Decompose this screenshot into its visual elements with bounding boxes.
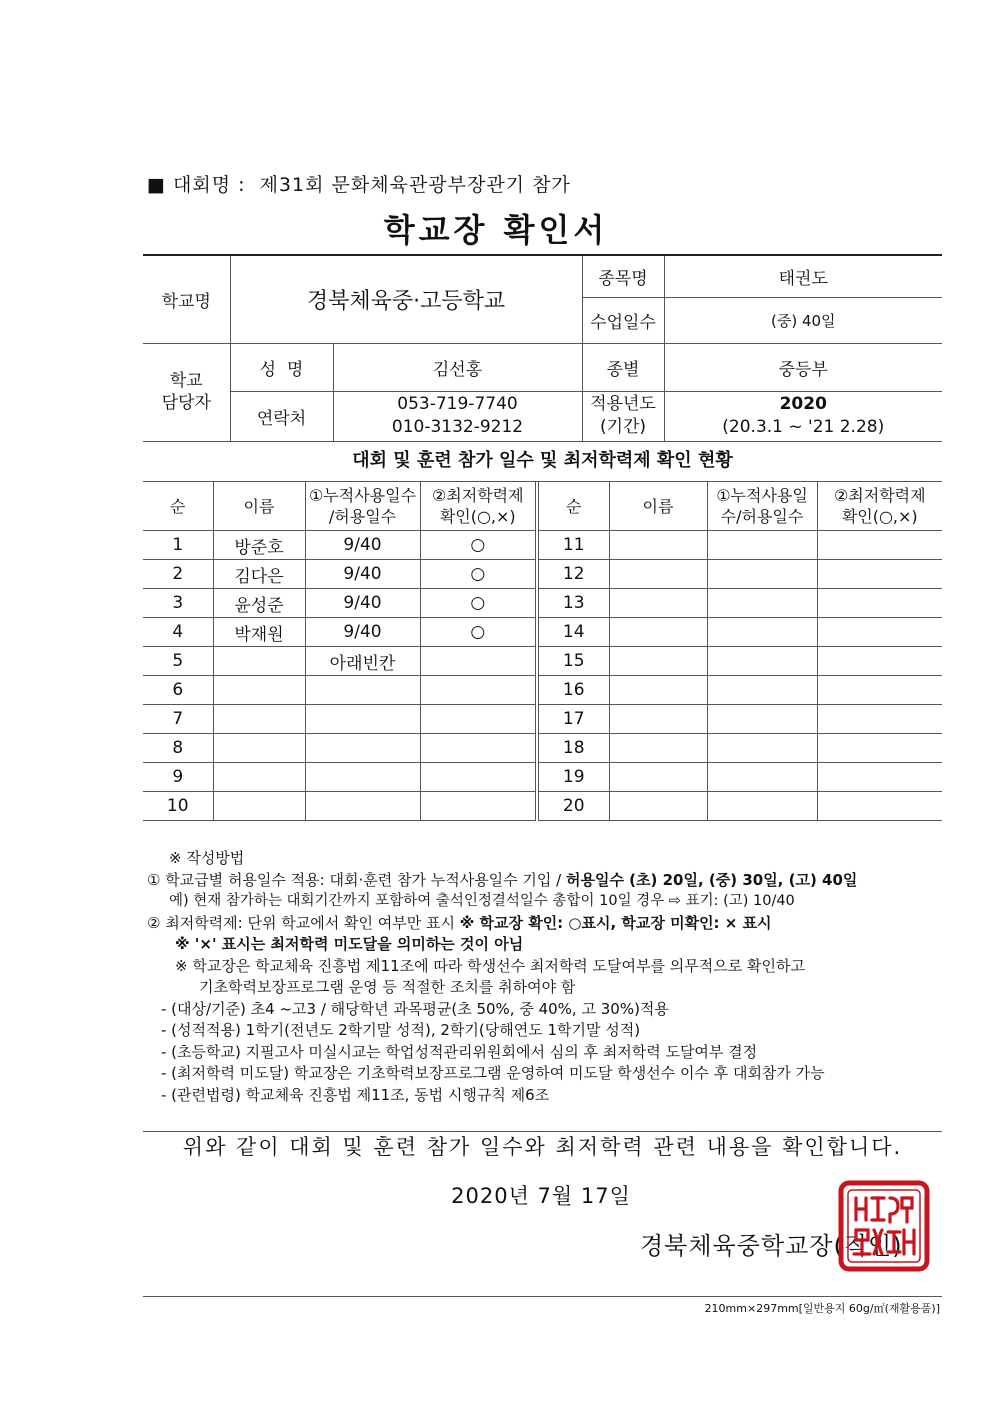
period-value: (20.3.1 ~ '21 2.28) [722,417,885,437]
school-label: 학교명 [143,255,230,343]
year-label [582,391,664,441]
row-days-2 [707,589,817,618]
row-days: 9/40 [305,560,420,589]
header-no: 순 [143,482,213,531]
row-days [305,705,420,734]
note-1-text: ① 학교급별 허용일수 적용: 대회·훈련 참가 누적사용일수 기입 / [147,870,566,889]
row-name: 김다은 [213,560,305,589]
table-row [143,705,942,734]
row-days-2 [707,647,817,676]
row-check [420,792,537,821]
row-no: 3 [143,589,213,618]
table-row [143,676,942,705]
table-row [143,560,942,589]
row-check-2 [817,647,942,676]
row-check-2 [817,560,942,589]
official-seal-icon [838,1180,930,1272]
row-days: 9/40 [305,531,420,560]
row-no: 5 [143,647,213,676]
note-2-bold: ※ 학교장 확인: ○표시, 학교장 미확인: × 표시 [459,913,772,932]
row-days-2 [707,560,817,589]
row-name [213,763,305,792]
row-days: 9/40 [305,618,420,647]
header-name-2: 이름 [609,482,707,531]
note-4: ※ 학교장은 학교체육 진흥법 제11조에 따라 학생선수 최저학력 도달여부를 의무적으로 확인하고 [175,956,805,975]
row-check-2 [817,618,942,647]
row-name-2 [609,589,707,618]
writing-instructions [147,848,947,1106]
row-no-2: 19 [537,763,609,792]
row-no-2: 11 [537,531,609,560]
note-6: - (대상/기준) 초4 ~고3 / 해당학년 과목평균(초 50%, 중 40%, 고 30%)적용 [161,999,669,1018]
row-no-2: 13 [537,589,609,618]
contest-name: ■ 대회명 : 제31회 문화체육관광부장관기 참가 [147,174,571,196]
manager-label: 학교 담당자 [143,343,230,441]
contact-label: 연락처 [230,391,333,441]
row-check: ○ [420,589,537,618]
row-days: 아래빈칸 [305,647,420,676]
paper-spec: 210mm×297mm[일반용지 60g/㎡(재활용품)] [704,1302,940,1315]
confirmation-statement: 위와 같이 대회 및 훈련 참가 일수와 최저학력 관련 내용을 확인합니다. [143,1131,942,1166]
note-2 [147,913,947,935]
row-check [420,647,537,676]
year-value-cell [664,391,942,441]
row-name [213,647,305,676]
row-no: 1 [143,531,213,560]
row-no-2: 12 [537,560,609,589]
note-3: ※ '×' 표시는 최저학력 미도달을 의미하는 것이 아님 [175,935,524,953]
table-row [143,763,942,792]
bottom-divider [143,1296,942,1297]
issue-date: 2020년 7월 17일 [451,1184,631,1208]
table-row [143,792,942,821]
header-name: 이름 [213,482,305,531]
row-no-2: 16 [537,676,609,705]
row-days-2 [707,676,817,705]
row-no: 6 [143,676,213,705]
row-name-2 [609,618,707,647]
row-no-2: 20 [537,792,609,821]
row-name: 윤성준 [213,589,305,618]
row-no: 7 [143,705,213,734]
row-check: ○ [420,531,537,560]
section-title: 대회 및 훈련 참가 일수 및 최저학력제 확인 현황 [143,441,942,482]
header-days-2: ①누적사용일 수/허용일수 [707,482,817,531]
row-no-2: 17 [537,705,609,734]
row-days [305,792,420,821]
row-days-2 [707,763,817,792]
event-value: 태권도 [664,255,942,297]
document-title: 학교장 확인서 [383,211,609,249]
row-check-2 [817,705,942,734]
row-name-2 [609,792,707,821]
header-days: ①누적사용일수 /허용일수 [305,482,420,531]
row-no-2: 14 [537,618,609,647]
row-check-2 [817,531,942,560]
name-value: 김선홍 [333,343,582,391]
row-check: ○ [420,618,537,647]
name-label: 성 명 [230,343,333,391]
row-name-2 [609,560,707,589]
row-name-2 [609,647,707,676]
row-no-2: 18 [537,734,609,763]
notes-heading: ※ 작성방법 [169,849,245,867]
table-row [143,531,942,560]
note-1-example: 예) 현재 참가하는 대회기간까지 포함하여 출석인정결석일수 총합이 10일 경우 ⇨ 표기: (고) 10/40 [169,893,795,909]
note-9: - (최저학력 미도달) 학교장은 기초학력보장프로그램 운영하여 미도달 학생선수 이수 후 대회참가 가능 [161,1064,825,1082]
row-name [213,734,305,763]
row-days [305,734,420,763]
table-row [143,734,942,763]
note-2-text: ② 최저학력제: 단위 학교에서 확인 여부만 표시 [147,913,460,932]
row-check: ○ [420,560,537,589]
days-value: (중) 40일 [664,297,942,343]
row-days [305,676,420,705]
row-check-2 [817,792,942,821]
note-10: - (관련법령) 학교체육 진흥법 제11조, 동법 시행규칙 제6조 [161,1085,550,1104]
row-days-2 [707,618,817,647]
year-label-sub: (기간) [599,417,647,437]
row-name-2 [609,676,707,705]
row-name [213,676,305,705]
note-7: - (성적적용) 1학기(전년도 2학기말 성적), 2학기(당해연도 1학기말 성적) [161,1021,641,1039]
contact-phones [333,391,582,441]
year-value: 2020 [779,394,827,414]
phone-office: 053-719-7740 [397,394,518,414]
row-days-2 [707,734,817,763]
days-label: 수업일수 [582,297,664,343]
header-check: ②최저학력제 확인(○,×) [420,482,537,531]
info-table [143,254,942,442]
row-check-2 [817,589,942,618]
note-1-bold: 허용일수 (초) 20일, (중) 30일, (고) 40일 [566,870,858,889]
school-name: 경북체육중·고등학교 [230,255,582,343]
row-check-2 [817,734,942,763]
row-no-2: 15 [537,647,609,676]
row-check-2 [817,676,942,705]
participation-table [143,481,942,821]
row-no: 4 [143,618,213,647]
row-check [420,734,537,763]
header-no-2: 순 [537,482,609,531]
header-check-2: ②최저학력제 확인(○,×) [817,482,942,531]
note-8: - (초등학교) 지필고사 미실시교는 학업성적관리위원회에서 심의 후 최저학력 도달여부 결정 [161,1042,758,1061]
row-check-2 [817,763,942,792]
row-no: 9 [143,763,213,792]
note-5: 기초학력보장프로그램 운영 등 적절한 조치를 취하여야 함 [199,978,576,996]
row-name: 박재원 [213,618,305,647]
row-days: 9/40 [305,589,420,618]
principal-signature: 경북체육중학교장(직인) [640,1232,903,1260]
row-days-2 [707,531,817,560]
table-row [143,589,942,618]
row-name: 방준호 [213,531,305,560]
division-label: 종별 [582,343,664,391]
table-row [143,647,942,676]
row-name-2 [609,531,707,560]
phone-mobile: 010-3132-9212 [391,417,524,437]
note-1 [147,870,947,892]
row-days [305,763,420,792]
table-row [143,618,942,647]
row-name [213,705,305,734]
row-name-2 [609,763,707,792]
row-name-2 [609,705,707,734]
row-name [213,792,305,821]
row-no: 2 [143,560,213,589]
row-check [420,676,537,705]
row-name-2 [609,734,707,763]
row-no: 8 [143,734,213,763]
row-check [420,705,537,734]
event-label: 종목명 [582,255,664,297]
row-no: 10 [143,792,213,821]
table-header-row [143,482,942,531]
year-label-main: 적용년도 [590,394,656,414]
row-days-2 [707,792,817,821]
row-check [420,763,537,792]
row-days-2 [707,705,817,734]
division-value: 중등부 [664,343,942,391]
